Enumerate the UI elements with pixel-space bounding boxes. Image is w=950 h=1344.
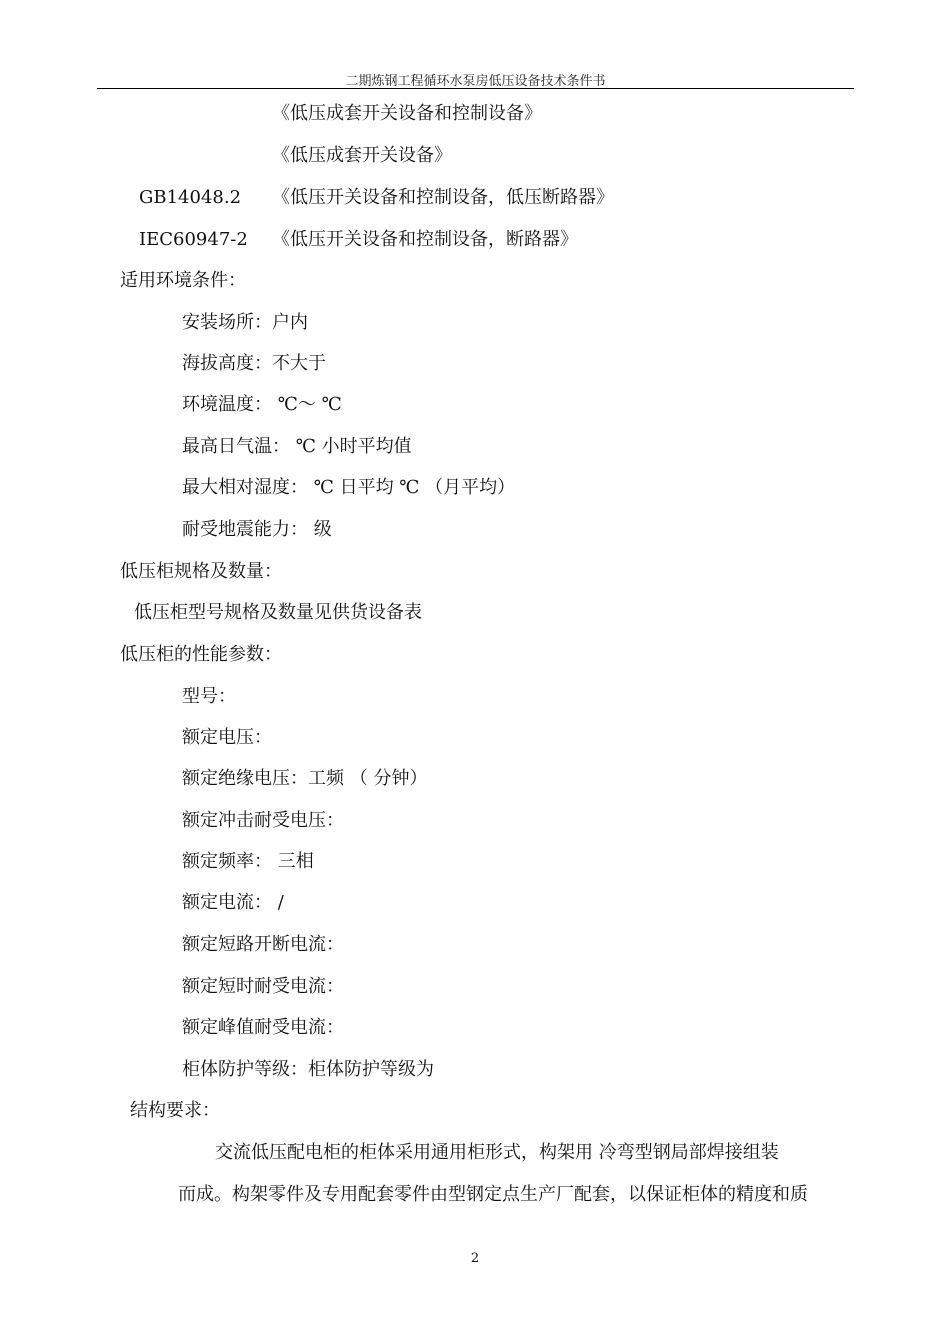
perf-peak-current: 额定峰值耐受电流： (182, 1017, 344, 1038)
environment-heading: 适用环境条件： (120, 270, 246, 291)
env-altitude: 海拔高度：不大于 (182, 353, 326, 374)
perf-protection-grade: 柜体防护等级：柜体防护等级为 (182, 1059, 434, 1080)
standard-name-2: 《低压成套开关设备》 (272, 145, 452, 166)
env-max-daily-temp: 最高日气温： ℃ 小时平均值 (182, 436, 412, 457)
perf-frequency: 额定频率： 三相 (182, 851, 314, 872)
standard-code-4: IEC60947-2 (139, 229, 248, 250)
structure-paragraph-line-1: 交流低压配电柜的柜体采用通用柜形式，构架用 冷弯型钢局部焊接组装 (215, 1142, 779, 1163)
perf-rated-voltage: 额定电压： (182, 727, 272, 748)
perf-breaking-current: 额定短路开断电流： (182, 934, 344, 955)
document-header: 二期炼钢工程循环水泵房低压设备技术条件书 (345, 74, 606, 89)
performance-heading: 低压柜的性能参数： (120, 644, 282, 665)
perf-insulation-voltage: 额定绝缘电压：工频 （ 分钟） (182, 768, 428, 789)
header-divider (97, 88, 854, 89)
standard-name-1: 《低压成套开关设备和控制设备》 (272, 103, 542, 124)
env-seismic: 耐受地震能力： 级 (182, 519, 332, 540)
standard-name-4: 《低压开关设备和控制设备，断路器》 (272, 229, 578, 250)
spec-heading: 低压柜规格及数量： (120, 561, 282, 582)
standard-code-3: GB14048.2 (139, 187, 242, 208)
spec-text: 低压柜型号规格及数量见供货设备表 (134, 602, 422, 623)
structure-heading: 结构要求： (130, 1100, 220, 1121)
perf-impulse-voltage: 额定冲击耐受电压： (182, 810, 344, 831)
env-temperature: 环境温度： ℃～ ℃ (182, 394, 342, 415)
page-number: 2 (470, 1251, 480, 1266)
perf-short-time-current: 额定短时耐受电流： (182, 976, 344, 997)
env-install: 安装场所：户内 (182, 312, 308, 333)
structure-paragraph-line-2: 而成。构架零件及专用配套零件由型钢定点生产厂配套，以保证柜体的精度和质 (178, 1184, 808, 1205)
standard-name-3: 《低压开关设备和控制设备，低压断路器》 (272, 187, 614, 208)
perf-model: 型号： (182, 686, 236, 707)
perf-rated-current: 额定电流： / (182, 892, 284, 913)
env-humidity: 最大相对湿度： ℃ 日平均 ℃ （月平均） (182, 477, 516, 498)
